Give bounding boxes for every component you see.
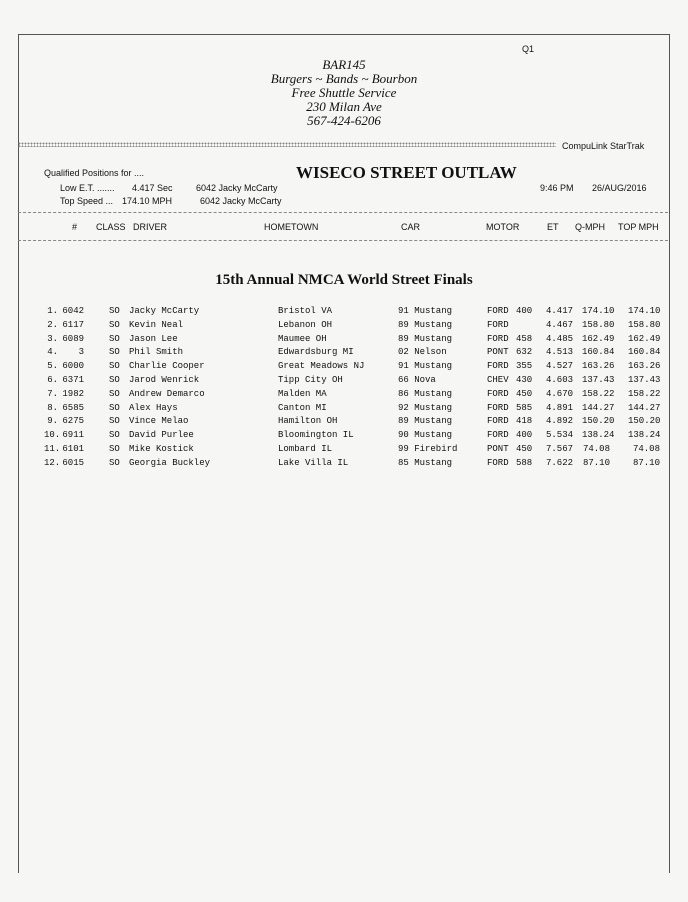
cell-top: 158.22 <box>628 388 661 399</box>
cell-cid: 458 <box>516 333 533 344</box>
cell-cls: SO <box>109 430 120 441</box>
cell-driver: Alex Hays <box>129 402 178 413</box>
cell-hometown: Edwardsburg MI <box>278 347 354 358</box>
cell-cls: SO <box>109 416 120 427</box>
timing-system-label: CompuLink StarTrak <box>562 141 645 151</box>
qualified-label: Qualified Positions for .... <box>44 168 145 178</box>
cell-cid: 632 <box>516 347 533 358</box>
cell-top: 158.80 <box>628 319 661 330</box>
col-class: CLASS <box>96 222 126 232</box>
cell-qmph: 150.20 <box>582 416 615 427</box>
cell-driver: Kevin Neal <box>129 319 184 330</box>
cell-pos: 2. <box>47 319 58 330</box>
table-row <box>0 320 688 334</box>
cell-top: 160.84 <box>628 347 661 358</box>
column-divider <box>18 240 668 241</box>
report-time: 9:46 PM <box>540 183 574 193</box>
cell-pos: 9. <box>47 416 58 427</box>
cell-hometown: Bloomington IL <box>278 430 354 441</box>
cell-driver: Phil Smith <box>129 347 184 358</box>
cell-qmph: 160.84 <box>582 347 615 358</box>
sponsor-shuttle: Free Shuttle Service <box>291 85 397 100</box>
cell-num: 6015 <box>62 457 84 468</box>
cell-top: 163.26 <box>628 361 661 372</box>
cell-pos: 8. <box>47 402 58 413</box>
cell-et: 4.603 <box>546 375 574 385</box>
cell-pos: 5. <box>47 361 58 372</box>
col-et: ET <box>547 222 559 232</box>
cell-make: PONT <box>487 444 509 454</box>
low-et-value: 4.417 Sec <box>132 183 173 193</box>
cell-make: FORD <box>487 388 509 399</box>
table-row <box>0 347 688 361</box>
cell-et: 4.417 <box>546 306 574 316</box>
cell-qmph: 158.22 <box>582 388 615 399</box>
table-row <box>0 389 688 403</box>
cell-driver: Mike Kostick <box>129 444 194 454</box>
cell-cid: 400 <box>516 306 533 316</box>
low-et-holder: 6042 Jacky McCarty <box>196 183 278 193</box>
table-row <box>0 375 688 389</box>
cell-hometown: Maumee OH <box>278 333 327 344</box>
sponsor-phone: 567-424-6206 <box>307 113 381 128</box>
cell-et: 4.527 <box>546 361 574 372</box>
cell-qmph: 144.27 <box>582 402 615 413</box>
col-qmph: Q-MPH <box>575 222 605 232</box>
sponsor-tagline: Burgers ~ Bands ~ Bourbon <box>270 71 418 86</box>
cell-et: 4.467 <box>546 319 574 330</box>
cell-top: 150.20 <box>628 416 661 427</box>
cell-qmph: 87.10 <box>582 457 610 468</box>
cell-car: 99 Firebird <box>398 444 458 454</box>
cell-make: FORD <box>487 306 509 316</box>
cell-car: 66 Nova <box>398 375 436 385</box>
cell-qmph: 162.49 <box>582 333 615 344</box>
cell-pos: 12. <box>44 457 61 468</box>
cell-qmph: 158.80 <box>582 319 615 330</box>
cell-pos: 4. <box>47 347 58 358</box>
cell-car: 91 Mustang <box>398 306 453 316</box>
cell-et: 4.485 <box>546 333 574 344</box>
cell-qmph: 74.08 <box>582 444 610 454</box>
cell-cls: SO <box>109 319 120 330</box>
cell-make: FORD <box>487 402 509 413</box>
low-et-label: Low E.T. ....... <box>60 183 115 193</box>
cell-make: FORD <box>487 416 509 427</box>
cell-cid: 585 <box>516 402 533 413</box>
cell-et: 7.567 <box>546 444 574 454</box>
cell-make: FORD <box>487 333 509 344</box>
cell-cls: SO <box>109 347 120 358</box>
cell-driver: Vince Melao <box>129 416 189 427</box>
cell-driver: Georgia Buckley <box>129 457 211 468</box>
cell-cid: 400 <box>516 430 533 441</box>
table-row <box>0 458 688 472</box>
cell-car: 86 Mustang <box>398 388 453 399</box>
cell-top: 87.10 <box>632 457 660 468</box>
table-row <box>0 444 688 458</box>
cell-cid: 418 <box>516 416 533 427</box>
column-headers <box>0 222 688 236</box>
cell-make: FORD <box>487 361 509 372</box>
cell-cls: SO <box>109 402 120 413</box>
cell-et: 5.534 <box>546 430 574 441</box>
cell-num: 6911 <box>62 430 84 441</box>
cell-num: 6000 <box>62 361 84 372</box>
top-speed-holder: 6042 Jacky McCarty <box>200 196 282 206</box>
table-row <box>0 306 688 320</box>
col-car: CAR <box>401 222 421 232</box>
cell-pos: 11. <box>44 444 61 454</box>
header-divider <box>18 212 668 213</box>
cell-make: FORD <box>487 319 509 330</box>
cell-cid: 450 <box>516 444 533 454</box>
cell-car: 89 Mustang <box>398 416 453 427</box>
cell-et: 7.622 <box>546 457 574 468</box>
cell-cid: 355 <box>516 361 533 372</box>
cell-qmph: 138.24 <box>582 430 615 441</box>
cell-car: 02 Nelson <box>398 347 447 358</box>
cell-hometown: Bristol VA <box>278 306 333 316</box>
top-speed-label: Top Speed ... <box>60 196 114 206</box>
table-row <box>0 430 688 444</box>
cell-num: 1982 <box>62 388 84 399</box>
cell-cls: SO <box>109 333 120 344</box>
event-title: WISECO STREET OUTLAW <box>296 163 517 182</box>
cell-top: 137.43 <box>628 375 661 385</box>
report-date: 26/AUG/2016 <box>592 183 647 193</box>
cell-top: 174.10 <box>628 306 661 316</box>
cell-cls: SO <box>109 457 120 468</box>
cell-car: 90 Mustang <box>398 430 453 441</box>
cell-qmph: 174.10 <box>582 306 615 316</box>
cell-driver: Charlie Cooper <box>129 361 205 372</box>
cell-cls: SO <box>109 361 120 372</box>
cell-hometown: Great Meadows NJ <box>278 361 365 372</box>
cell-car: 92 Mustang <box>398 402 453 413</box>
table-row <box>0 361 688 375</box>
cell-top: 144.27 <box>628 402 661 413</box>
cell-cid: 450 <box>516 388 533 399</box>
sponsor-name: BAR145 <box>322 57 366 72</box>
cell-cls: SO <box>109 444 120 454</box>
cell-driver: Andrew Demarco <box>129 388 205 399</box>
cell-hometown: Malden MA <box>278 388 327 399</box>
cell-num: 6042 <box>62 306 84 316</box>
col-driver: DRIVER <box>133 222 168 232</box>
col-motor: MOTOR <box>486 222 520 232</box>
cell-make: CHEV <box>487 375 509 385</box>
corner-label: Q1 <box>522 44 535 54</box>
cell-driver: Jason Lee <box>129 333 178 344</box>
cell-hometown: Canton MI <box>278 402 327 413</box>
cell-num: 6585 <box>62 402 84 413</box>
cell-top: 162.49 <box>628 333 661 344</box>
cell-pos: 6. <box>47 375 58 385</box>
dotted-separator <box>18 142 556 147</box>
cell-car: 91 Mustang <box>398 361 453 372</box>
cell-make: FORD <box>487 430 509 441</box>
section-title: 15th Annual NMCA World Street Finals <box>215 272 473 288</box>
cell-driver: Jacky McCarty <box>129 306 200 316</box>
cell-make: FORD <box>487 457 509 468</box>
cell-cls: SO <box>109 306 120 316</box>
cell-hometown: Lombard IL <box>278 444 333 454</box>
top-speed-value: 174.10 MPH <box>122 196 173 206</box>
cell-pos: 10. <box>44 430 61 441</box>
cell-hometown: Tipp City OH <box>278 375 343 385</box>
cell-make: PONT <box>487 347 509 358</box>
cell-driver: David Purlee <box>129 430 194 441</box>
cell-hometown: Hamilton OH <box>278 416 338 427</box>
cell-driver: Jarod Wenrick <box>129 375 200 385</box>
cell-car: 89 Mustang <box>398 333 453 344</box>
cell-hometown: Lake Villa IL <box>278 457 349 468</box>
col-num: # <box>72 222 78 232</box>
cell-pos: 3. <box>47 333 58 344</box>
cell-pos: 1. <box>47 306 58 316</box>
table-row <box>0 403 688 417</box>
cell-car: 85 Mustang <box>398 457 453 468</box>
col-topmph: TOP MPH <box>618 222 659 232</box>
cell-cid: 430 <box>516 375 533 385</box>
cell-top: 138.24 <box>628 430 661 441</box>
cell-hometown: Lebanon OH <box>278 319 333 330</box>
cell-cid: 588 <box>516 457 533 468</box>
cell-num: 6371 <box>62 375 84 385</box>
cell-et: 4.670 <box>546 388 574 399</box>
cell-num: 6101 <box>62 444 84 454</box>
cell-et: 4.892 <box>546 416 574 427</box>
cell-top: 74.08 <box>632 444 660 454</box>
cell-qmph: 137.43 <box>582 375 615 385</box>
table-row <box>0 416 688 430</box>
col-hometown: HOMETOWN <box>264 222 319 232</box>
cell-pos: 7. <box>47 388 58 399</box>
sponsor-address: 230 Milan Ave <box>306 99 382 114</box>
cell-num: 6117 <box>62 319 84 330</box>
cell-num: 6275 <box>62 416 84 427</box>
cell-et: 4.891 <box>546 402 574 413</box>
cell-et: 4.513 <box>546 347 574 358</box>
cell-num: 6089 <box>62 333 84 344</box>
cell-qmph: 163.26 <box>582 361 615 372</box>
cell-cls: SO <box>109 388 120 399</box>
cell-car: 89 Mustang <box>398 319 453 330</box>
cell-num: 3 <box>78 347 84 358</box>
table-row <box>0 334 688 348</box>
cell-cls: SO <box>109 375 120 385</box>
